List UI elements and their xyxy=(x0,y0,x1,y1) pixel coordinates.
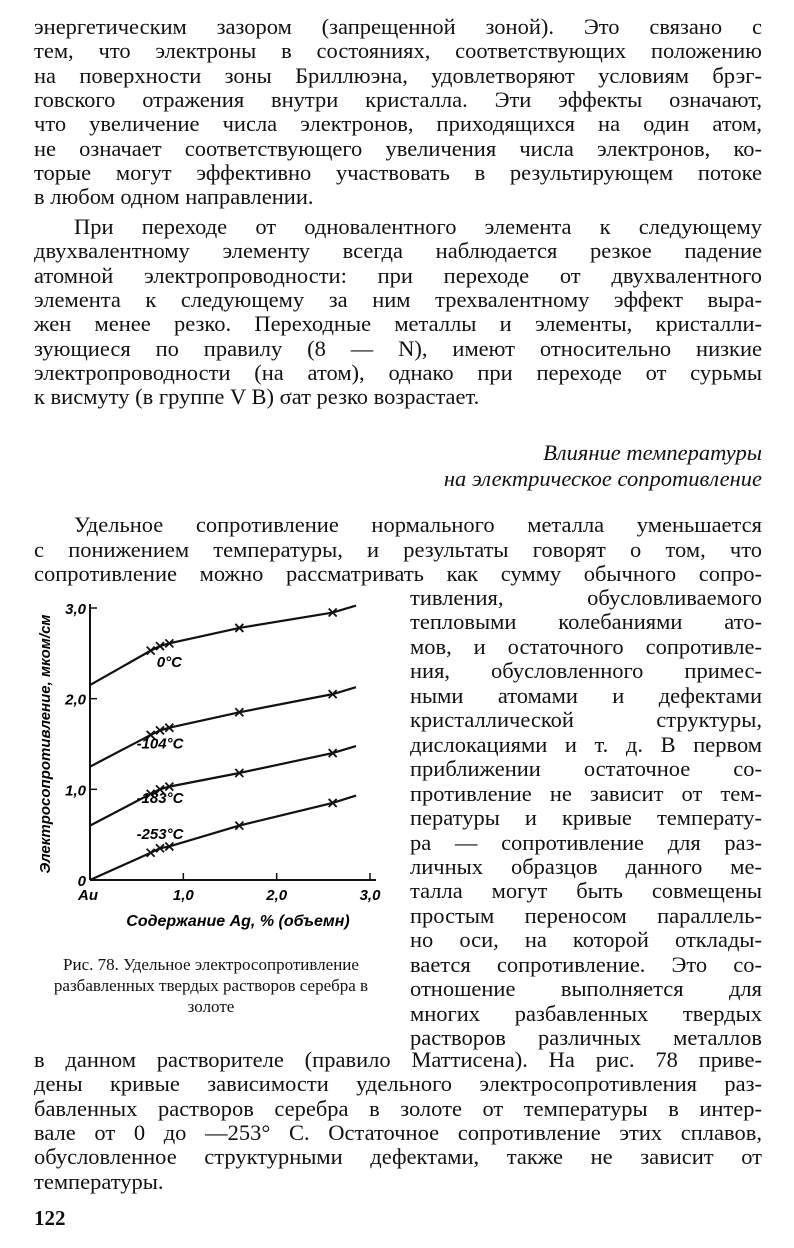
paragraph3-full-line: сопротивление можно рассматривать как сумму обычного сопро- xyxy=(34,561,762,586)
paragraph3-narrow-line: противление не зависит от тем- xyxy=(410,780,762,806)
series-label: -253°C xyxy=(136,826,184,844)
paragraph3-narrow-line: многих разбавленных твердых xyxy=(410,1000,762,1026)
series-line xyxy=(90,796,356,880)
x-tick-label: 3,0 xyxy=(359,887,381,904)
series-line xyxy=(90,606,356,686)
paragraph1-line: торые могут эффективно участвовать в результирующем потоке xyxy=(34,159,762,185)
series-line xyxy=(90,746,356,826)
paragraph3-narrow-line: но оси, на которой отклады- xyxy=(410,927,762,953)
paragraph2-line: При переходе от одновалентного элемента к следующему xyxy=(74,214,762,239)
paragraph3-tail-line: температуры. xyxy=(34,1168,164,1194)
paragraph1-line: на поверхности зоны Бриллюэна, удовлетворяют условиям брэг- xyxy=(34,62,762,88)
paragraph1-line: в любом одном направлении. xyxy=(34,184,314,210)
paragraph1-line: не означает соответствующего увеличения числа электронов, ко- xyxy=(34,135,762,161)
y-tick-label: 3,0 xyxy=(65,601,86,618)
paragraph3-tail-line: бавленных растворов серебра в золоте от температуры в интер- xyxy=(34,1095,762,1121)
y-tick-label: 0 xyxy=(77,873,86,890)
paragraph2-line: к висмуту (в группе V B) σат резко возрастает. xyxy=(34,384,480,410)
paragraph3-narrow-line: отношение выполняется для xyxy=(410,976,762,1002)
paragraph1-line: энергетическим зазором (запрещенной зоной). Это связано с xyxy=(34,14,762,39)
x-tick-label: 2,0 xyxy=(266,887,288,904)
paragraph3-tail-line: в данном растворителе (правило Маттисена). На рис. 78 приве- xyxy=(34,1047,762,1072)
series-label: -104°C xyxy=(136,735,184,753)
paragraph3-narrow-line: тивления, обусловливаемого xyxy=(410,585,762,610)
paragraph3-narrow-line: личных образцов данного ме- xyxy=(410,853,762,879)
section-heading-line-2: на электрическое сопротивление xyxy=(443,466,762,491)
page-number: 122 xyxy=(34,1206,66,1230)
paragraph3-full-line: Удельное сопротивление нормального металла уменьшается xyxy=(74,512,762,537)
paragraph3-narrow-line: кристаллической структуры, xyxy=(410,707,762,733)
x-tick-label: Au xyxy=(78,887,98,904)
x-tick-label: 1,0 xyxy=(172,887,194,904)
paragraph3-narrow-line: простым переносом параллель- xyxy=(410,902,762,928)
paragraph2-line: элемента к следующему за ним трехвалентному эффект выра- xyxy=(34,286,762,312)
paragraph2-line: электропроводности (на атом), однако при переходе от сурьмы xyxy=(34,359,762,385)
paragraph3-full-line: с понижением температуры, и результаты говорят о том, что xyxy=(34,536,762,562)
paragraph1-line: что увеличение числа электронов, приходящихся на один атом, xyxy=(34,111,762,137)
y-tick-label: 1,0 xyxy=(65,782,86,800)
paragraph3-narrow-line: ра — сопротивление для раз- xyxy=(410,829,762,855)
paragraph3-tail-line: обусловленное структурными дефектами, также не зависит от xyxy=(34,1144,762,1170)
paragraph3-narrow-line: растворов различных металлов xyxy=(410,1025,762,1051)
figure-78-chart xyxy=(36,594,400,940)
paragraph3-narrow-line: приближении остаточное со- xyxy=(410,756,762,782)
series-label: 0°C xyxy=(156,653,182,671)
paragraph2-line: зующиеся по правилу (8 — N), имеют относительно низкие xyxy=(34,335,762,361)
paragraph3-narrow-line: пературы и кривые температу- xyxy=(410,805,762,831)
paragraph2-line: жен менее резко. Переходные металлы и элементы, кристалли- xyxy=(34,311,762,337)
paragraph3-narrow-line: талла могут быть совмещены xyxy=(410,878,762,904)
paragraph1-line: тем, что электроны в состояниях, соответствующих положению xyxy=(34,38,762,64)
paragraph3-tail-line: дены кривые зависимости удельного электросопротивления раз- xyxy=(34,1071,762,1097)
paragraph3-narrow-line: мов, и остаточного сопротивле- xyxy=(410,633,762,659)
paragraph3-tail-line: вале от 0 до —253° С. Остаточное сопротивление этих сплавов, xyxy=(34,1119,762,1145)
paragraph3-narrow-line: тепловыми колебаниями ато- xyxy=(410,609,762,635)
paragraph3-narrow-line: дислокациями и т. д. В первом xyxy=(410,731,762,757)
paragraph3-narrow-line: ными атомами и дефектами xyxy=(410,682,762,708)
series-label: -183°C xyxy=(136,789,184,807)
paragraph1-line: говского отражения внутри кристалла. Эти эффекты означают, xyxy=(34,86,762,112)
y-tick-label: 2,0 xyxy=(65,691,86,709)
series-line xyxy=(90,687,356,767)
x-axis-label: Содержание Ag, % (объемн) xyxy=(126,913,350,930)
paragraph2-line: двухвалентному элементу всегда наблюдается резкое падение xyxy=(34,238,762,264)
y-axis-label: Электросопротивление, мком/см xyxy=(37,614,54,874)
paragraph2-line: атомной электропроводности: при переходе от двухвалентного xyxy=(34,262,762,288)
data-point-marker xyxy=(147,647,155,655)
section-heading-line-1: Влияние температуры xyxy=(543,440,762,465)
paragraph3-narrow-line: ния, обусловленного примес- xyxy=(410,658,762,684)
figure-caption: Рис. 78. Удельное электросопротивление разбавленных твердых растворов серебра в золоте xyxy=(53,955,369,1016)
data-point-marker xyxy=(147,849,155,857)
paragraph3-narrow-line: вается сопротивление. Это со- xyxy=(410,951,762,977)
